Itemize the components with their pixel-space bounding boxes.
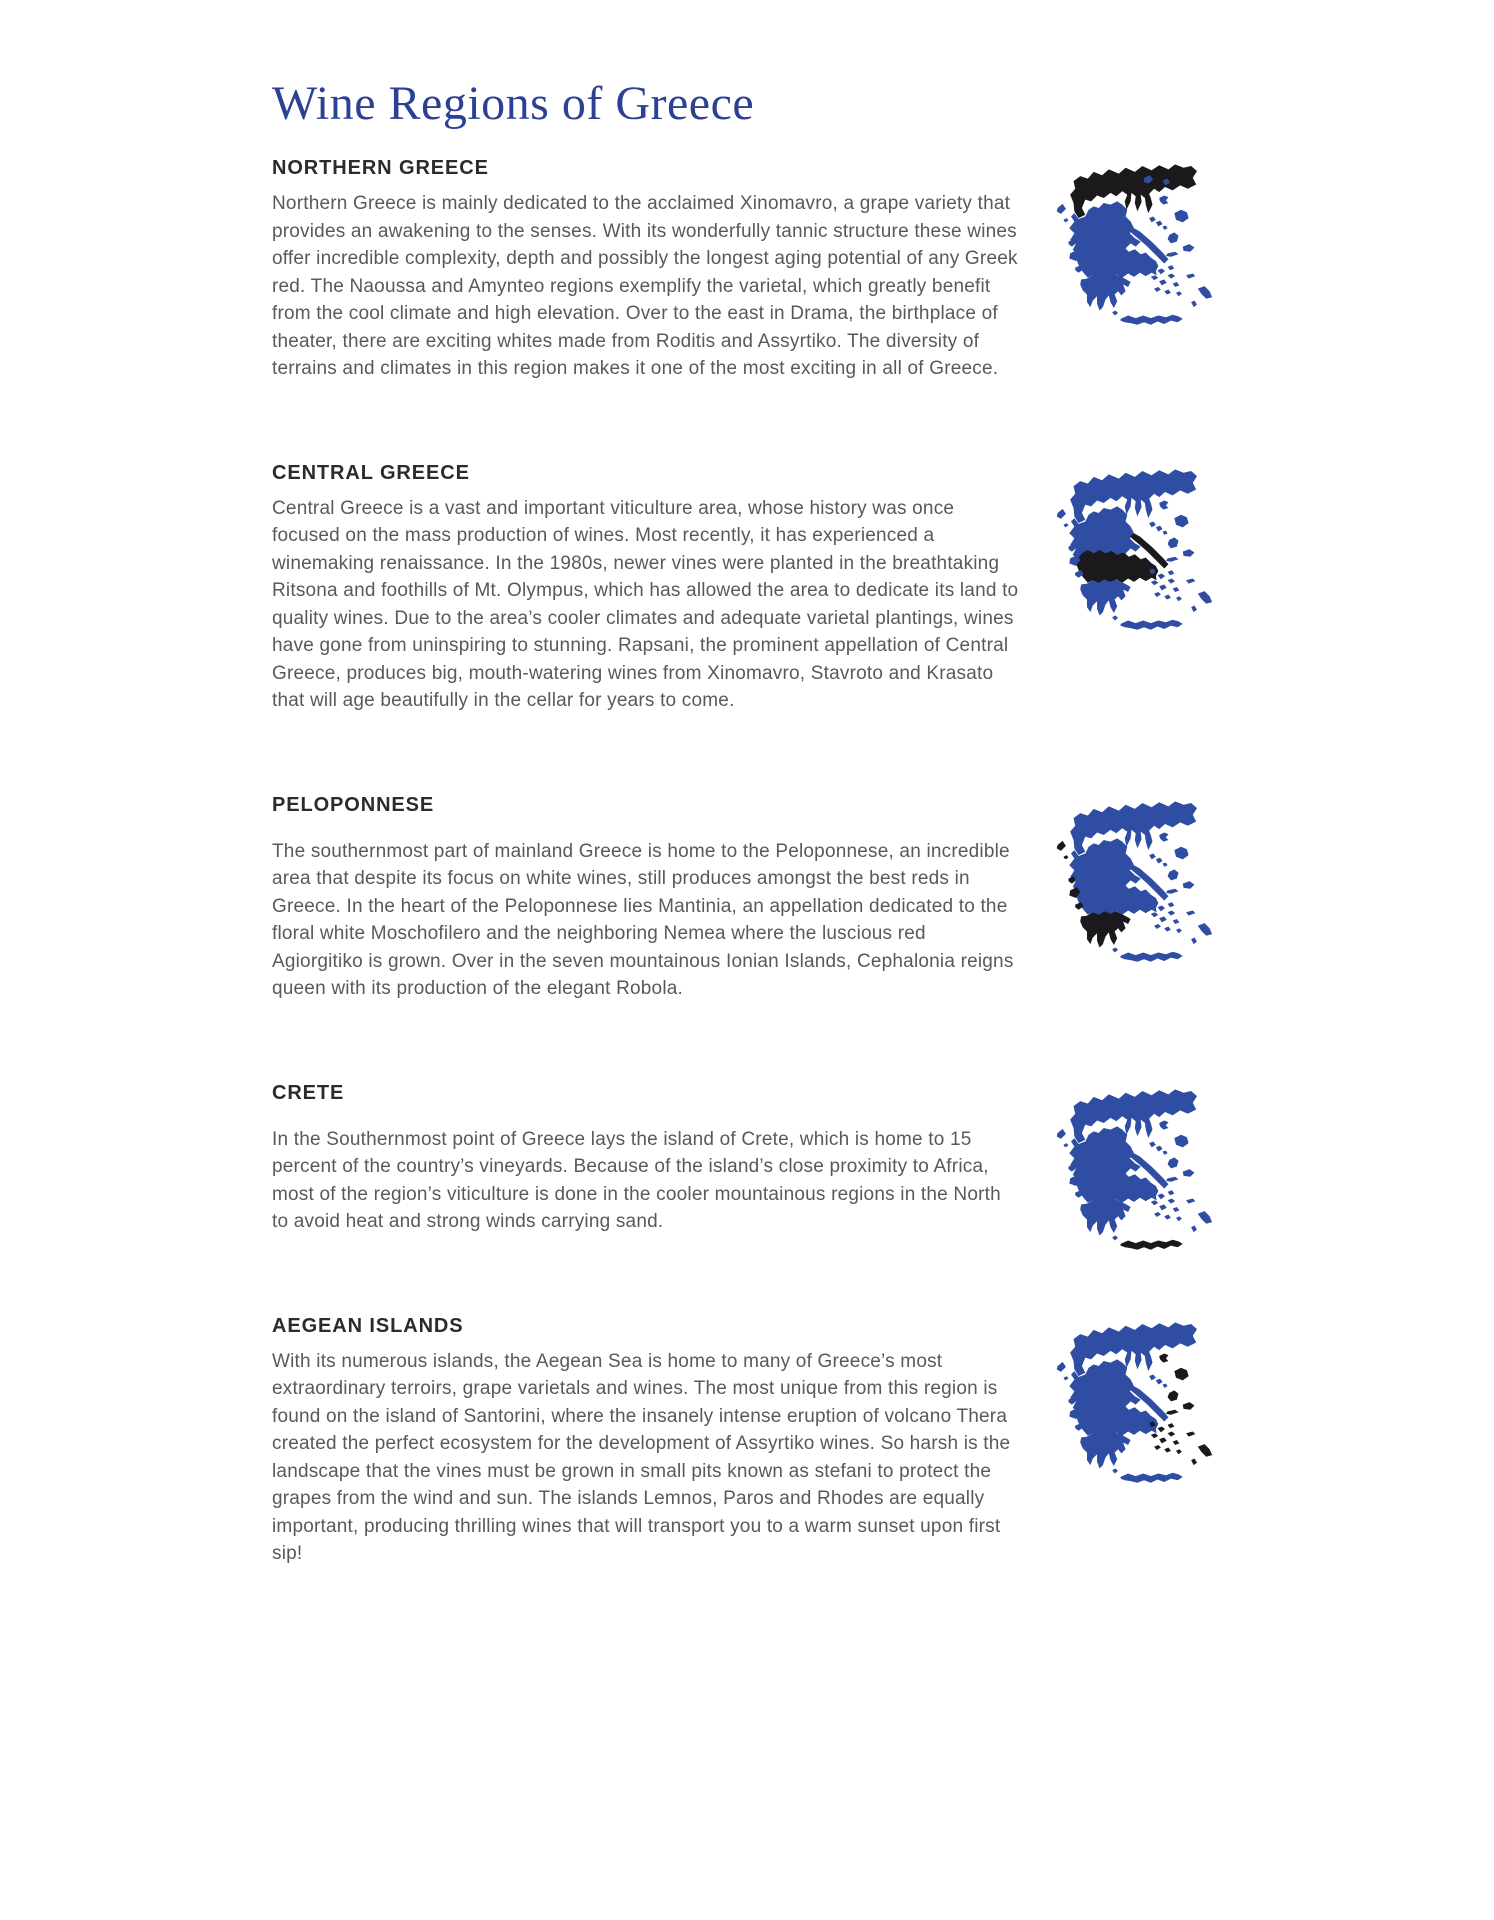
greece-map [1050,1086,1218,1254]
region-central [1076,245,1158,279]
greece-map-svg [1050,798,1218,966]
section-heading: PELOPONNESE [272,793,435,816]
section-text-column [272,1081,1020,1236]
region-section-aegean [272,1314,1262,1568]
region-central [1076,1403,1158,1437]
content-column [272,76,1262,1646]
section-heading: CRETE [272,1081,345,1104]
region-section-crete [272,1081,1262,1236]
section-text-column [272,1314,1020,1568]
section-body: With its numerous islands, the Aegean Sea is home to many of Greece’s most extraordinary terroirs, grape varietals and wines. The most unique from this region is found on the island of Santorini, where the insanely intense eruption of volcano Thera created the perfect ecosystem for the development of Assyrtiko wines. So harsh is the landscape that the vines must be grown in small pits known as stefani to protect the grapes from the wind and sun. The islands Lemnos, Paros and Rhodes are equally important, producing thrilling wines that will transport you to a warm sunset upon first sip! [272,1350,1011,1564]
region-peloponnese [1080,911,1130,947]
greece-map-svg [1050,1319,1218,1487]
greece-map [1050,161,1218,329]
region-peloponnese [1080,1199,1130,1235]
section-body: In the Southernmost point of Greece lays the island of Crete, which is home to 15 percent of the country’s vineyards. Because of the island’s close proximity to Africa, most of the region’s viticulture is done in the cooler mountainous regions in the North to avoid heat and strong winds carrying sand. [272,1128,1001,1232]
section-body: The southernmost part of mainland Greece is home to the Peloponnese, an incredible area that despite its focus on white wines, still produces amongst the best reds in Greece. In the heart of the Peloponnese lies Mantinia, an appellation dedicated to the floral white Moschofilero and the neighboring Nemea where the luscious red Agiorgitiko is grown. Over in the seven mountainous Ionian Islands, Cephalonia reigns queen with its production of the elegant Robola. [272,840,1014,999]
section-heading: NORTHERN GREECE [272,157,489,179]
region-section-central [272,461,1262,715]
section-body: Northern Greece is mainly dedicated to the acclaimed Xinomavro, a grape variety that provides an awakening to the senses. With its wonderfully tannic structure these wines offer incredible complexity, depth and possibly the longest aging potential of any Greek red. The Naoussa and Amynteo regions exemplify the varietal, which greatly benefit from the cool climate and high elevation. Over to the east in Drama, the birthplace of theater, there are exciting whites made from Roditis and Assyrtiko. The diversity of terrains and climates in this region makes it one of the most exciting in all of Greece. [272,193,1018,379]
region-crete [1121,315,1183,325]
region-section-peloponnese [272,793,1262,1003]
region-central [1076,550,1158,584]
greece-map [1050,466,1218,634]
greece-map-svg [1050,466,1218,634]
region-peloponnese [1080,274,1130,310]
greece-map-svg [1050,161,1218,329]
section-text-column [272,156,1020,383]
region-crete [1121,951,1183,961]
section-heading: CENTRAL GREECE [272,461,470,484]
greece-map-svg [1050,1086,1218,1254]
region-crete [1121,1239,1183,1249]
section-text-column [272,461,1020,715]
region-peloponnese [1080,1432,1130,1468]
greece-map [1050,1319,1218,1487]
section-body: Central Greece is a vast and important viticulture area, whose history was once focused on the mass production of wines. Most recently, it has experienced a winemaking renaissance. In the 1980s, newer vines were planted in the breathtaking Ritsona and foothills of Mt. Olympus, which has allowed the area to dedicate its land to quality wines. Due to the area’s cooler climates and adequate varietal plantings, wines have gone from uninspiring to stunning. Rapsani, the prominent appellation of Central Greece, produces big, mouth-watering wines from Xinomavro, Stavroto and Krasato that will age beautifully in the cellar for years to come. [272,497,1019,711]
region-central [1076,1170,1158,1204]
region-central [1076,882,1158,916]
greece-map [1050,798,1218,966]
sections-container [272,156,1262,1568]
section-text-column [272,793,1020,1003]
section-heading: AEGEAN ISLANDS [272,1314,464,1337]
region-crete [1121,619,1183,629]
region-section-north [272,156,1262,383]
region-crete [1121,1472,1183,1482]
page-title: Wine Regions of Greece [272,77,755,130]
region-peloponnese [1080,579,1130,615]
